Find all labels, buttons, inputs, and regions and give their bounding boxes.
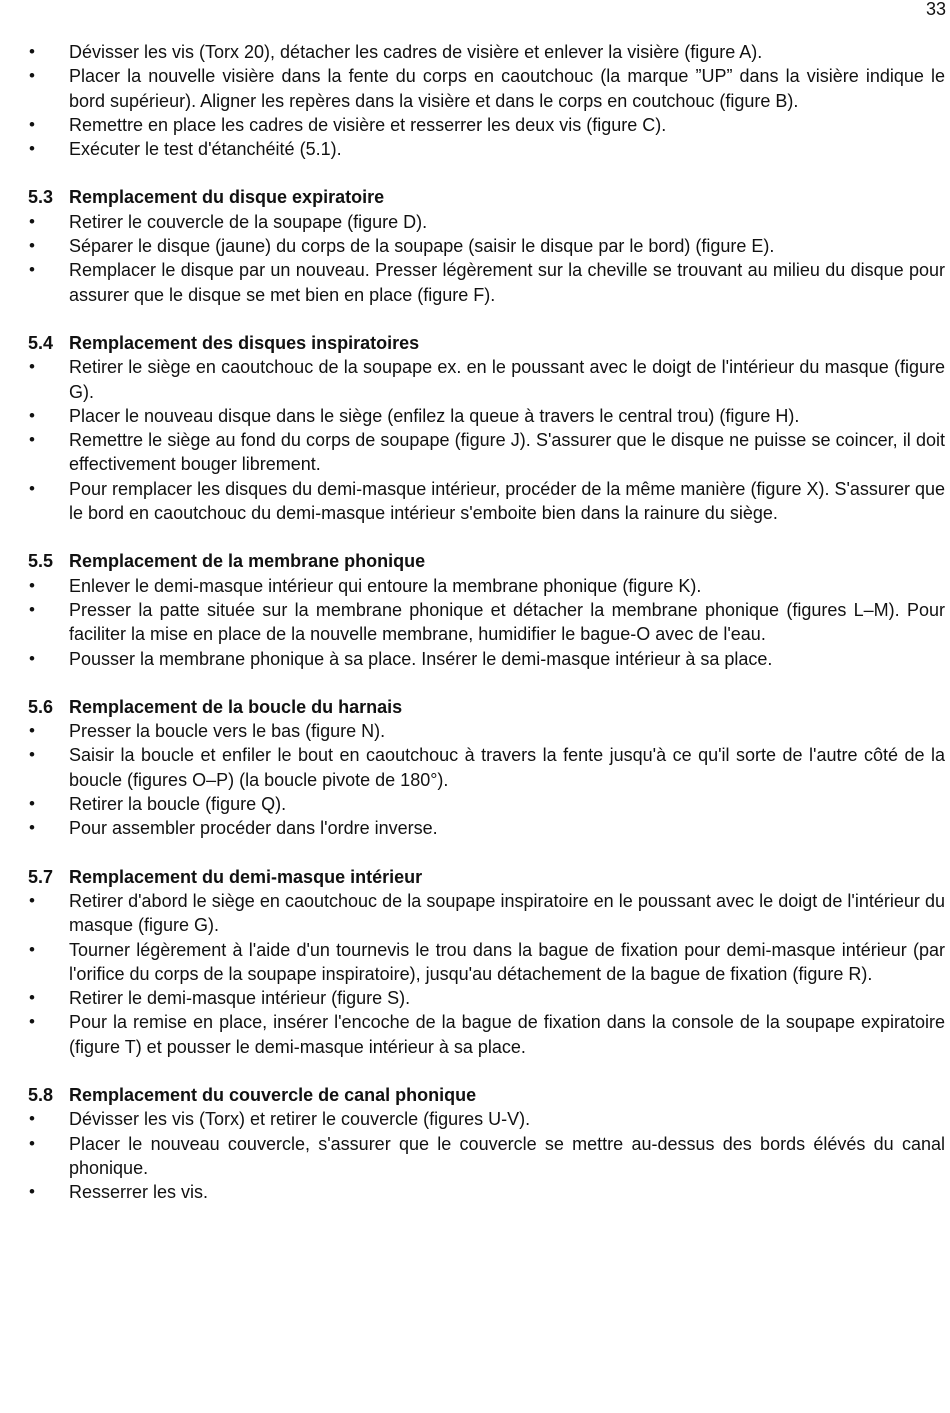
- section-heading: [28, 185, 945, 209]
- list-item: • Presser la patte située sur la membrane phonique et détacher la membrane phonique (figures L–M). Pour faciliter la mise en place de la nouvelle membrane, humidifier le bague-O avec de l'eau.: [28, 598, 945, 647]
- section-number: 5.5: [28, 551, 54, 572]
- list-item: • Retirer d'abord le siège en caoutchouc de la soupape inspiratoire en le poussant avec le doigt de l'intérieur du masque (figure G).: [28, 889, 945, 938]
- section-heading: [28, 331, 945, 355]
- list-item: • Retirer le demi-masque intérieur (figure S).: [28, 986, 945, 1010]
- section-number: 5.8: [28, 1084, 54, 1105]
- list-item: • Pousser la membrane phonique à sa place. Insérer le demi-masque intérieur à sa place.: [28, 647, 945, 671]
- list-item: • Dévisser les vis (Torx 20), détacher les cadres de visière et enlever la visière (figure A).: [28, 40, 945, 64]
- section-5-7: [28, 865, 945, 1059]
- list-item: • Retirer le couvercle de la soupape (figure D).: [28, 210, 945, 234]
- section-heading: [28, 1083, 945, 1107]
- list-item: • Placer le nouveau couvercle, s'assurer que le couvercle se mettre au-dessus des bords élévés du canal phonique.: [28, 1132, 945, 1181]
- section-5-6: [28, 695, 945, 841]
- section-title: Remplacement des disques inspiratoires: [69, 332, 420, 353]
- section-list: [28, 210, 945, 307]
- list-item: • Retirer le siège en caoutchouc de la soupape ex. en le poussant avec le doigt de l'intérieur du masque (figure G).: [28, 355, 945, 404]
- list-item: • Remplacer le disque par un nouveau. Presser légèrement sur la cheville se trouvant au milieu du disque pour assurer que le disque se met bien en place (figure F).: [28, 258, 945, 307]
- section-number: 5.3: [28, 187, 54, 208]
- section-number: 5.7: [28, 866, 54, 887]
- section-title: Remplacement du demi-masque intérieur: [69, 866, 423, 887]
- list-item: • Retirer la boucle (figure Q).: [28, 792, 945, 816]
- list-item: • Resserrer les vis.: [28, 1180, 945, 1204]
- section-number: 5.4: [28, 332, 54, 353]
- section-list: [28, 355, 945, 525]
- list-item: • Saisir la boucle et enfiler le bout en caoutchouc à travers la fente jusqu'à ce qu'il sorte de l'autre côté de la boucle (figures O–P) (la boucle pivote de 180°).: [28, 743, 945, 792]
- section-5-8: [28, 1083, 945, 1204]
- list-item: • Dévisser les vis (Torx) et retirer le couvercle (figures U-V).: [28, 1107, 945, 1131]
- list-item: • Pour remplacer les disques du demi-masque intérieur, procéder de la même manière (figure X). S'assurer que le bord en caoutchouc du demi-masque intérieur s'emboite bien dans la rainure du siège.: [28, 477, 945, 526]
- list-item: • Pour la remise en place, insérer l'encoche de la bague de fixation dans la console de la soupape expiratoire (figure T) et pousser le demi-masque intérieur à sa place.: [28, 1010, 945, 1059]
- section-title: Remplacement de la membrane phonique: [69, 551, 426, 572]
- section-list: [28, 719, 945, 840]
- section-5-4: [28, 331, 945, 525]
- list-item: • Remettre en place les cadres de visière et resserrer les deux vis (figure C).: [28, 113, 945, 137]
- section-heading: [28, 695, 945, 719]
- section-heading: [28, 865, 945, 889]
- intro-list: [28, 40, 945, 161]
- section-title: Remplacement de la boucle du harnais: [69, 696, 403, 717]
- list-item: • Pour assembler procéder dans l'ordre inverse.: [28, 816, 945, 840]
- section-title: Remplacement du disque expiratoire: [69, 187, 385, 208]
- section-number: 5.6: [28, 696, 54, 717]
- section-title: Remplacement du couvercle de canal phonique: [69, 1084, 477, 1105]
- list-item: • Séparer le disque (jaune) du corps de la soupape (saisir le disque par le bord) (figure E).: [28, 234, 945, 258]
- section-heading: [28, 549, 945, 573]
- list-item: • Placer le nouveau disque dans le siège (enfilez la queue à travers le central trou) (figure H).: [28, 404, 945, 428]
- list-item: • Presser la boucle vers le bas (figure N).: [28, 719, 945, 743]
- list-item: • Tourner légèrement à l'aide d'un tournevis le trou dans la bague de fixation pour demi-masque intérieur (par l'orifice du corps de la soupape inspiratoire), jusqu'au détachement de la bague de fixation (figure R).: [28, 938, 945, 987]
- section-list: [28, 574, 945, 671]
- document-body: [28, 40, 945, 1204]
- section-5-5: [28, 549, 945, 670]
- page-number: 33: [925, 0, 946, 19]
- list-item: • Remettre le siège au fond du corps de soupape (figure J). S'assurer que le disque ne puisse se coincer, il doit effectivement bouger librement.: [28, 428, 945, 477]
- section-5-3: [28, 185, 945, 306]
- section-list: [28, 1107, 945, 1204]
- list-item: • Enlever le demi-masque intérieur qui entoure la membrane phonique (figure K).: [28, 574, 945, 598]
- section-list: [28, 889, 945, 1059]
- list-item: • Placer la nouvelle visière dans la fente du corps en caoutchouc (la marque ”UP” dans la visière indique le bord supérieur). Aligner les repères dans la visière et dans le corps en coutchouc (figure B).: [28, 64, 945, 113]
- list-item: • Exécuter le test d'étanchéité (5.1).: [28, 137, 945, 161]
